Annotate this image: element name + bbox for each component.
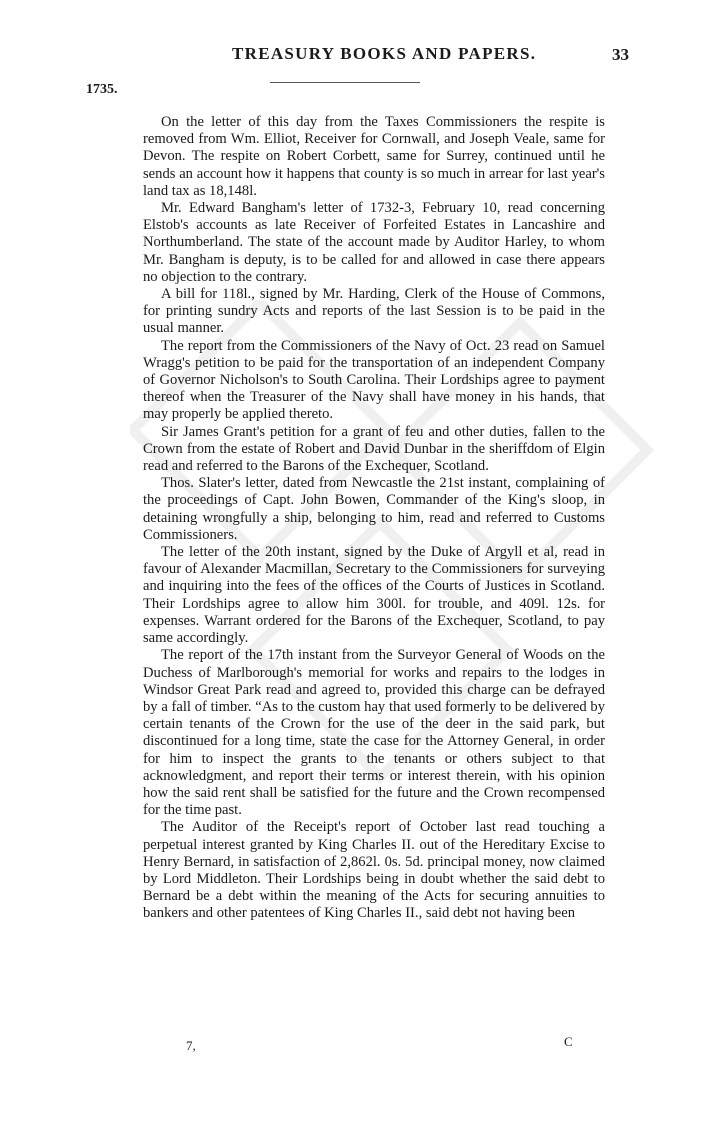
body-text — [143, 114, 605, 923]
page-number: 33 — [612, 45, 629, 64]
running-head: TREASURY BOOKS AND PAPERS. — [232, 44, 537, 63]
paragraph: The letter of the 20th instant, signed by the Duke of Argyll et al, read in favour of Alexander Macmillan, Secretary to the Commissioners for surveying and inquiring into the fees of the offices of the Courts of Justices in Scotland. Their Lordships agree to allow him 300l. for trouble, and 409l. 12s. for expenses. Warrant ordered for the Barons of the Exchequer, Scotland, to pay same accordingly. — [143, 544, 605, 647]
year-label: 1735. — [86, 82, 118, 97]
paragraph: The Auditor of the Receipt's report of October last read touching a perpetual interest granted by King Charles II. out of the Hereditary Excise to Henry Bernard, in satisfaction of 2,862l. 0s. 5d. principal money, now claimed by Lord Middleton. Their Lordships being in doubt whether the said debt to Bernard be a debt within the meaning of the Acts for securing annuities to bankers and other patentees of King Charles II., said debt not having been — [143, 819, 605, 922]
paragraph: A bill for 118l., signed by Mr. Harding, Clerk of the House of Commons, for printing sundry Acts and reports of the last Session is to be paid in the usual manner. — [143, 286, 605, 337]
paragraph: On the letter of this day from the Taxes Commissioners the respite is removed from Wm. Elliot, Receiver for Cornwall, and Joseph Veale, same for Devon. The respite on Robert Corbett, same for Surrey, continued until he sends an account how it happens that county is so much in arrear for last year's land tax as 18,148l. — [143, 114, 605, 199]
paragraph: The report of the 17th instant from the Surveyor General of Woods on the Duchess of Marlborough's memorial for works and repairs to the lodges in Windsor Great Park read and agreed to, provided this charge can be defrayed by a fall of timber. “As to the custom hay that used formerly to be delivered by certain tenants of the Crown for the use of the deer in the said park, but discontinued for a long time, state the case for the Attorney General, in order for him to inspect the grants to the tenants or others subject to that acknowledgment, and report their terms or interest therein, with his opinion how the said rent shall be satisfied for the future and the Crown recompensed for the time past. — [143, 647, 605, 819]
signature-mark-left: 7, — [186, 1038, 196, 1053]
paragraph: Mr. Edward Bangham's letter of 1732-3, February 10, read concerning Elstob's accounts as late Receiver of Forfeited Estates in Lancashire and Northumberland. The state of the account made by Auditor Harley, to whom Mr. Bangham is deputy, is to be called for and allowed in case there appears no objection to the contrary. — [143, 200, 605, 285]
paragraph: The report from the Commissioners of the Navy of Oct. 23 read on Samuel Wragg's petition to be paid for the transportation of an independent Company of Governor Nicholson's to South Carolina. Their Lordships agree to payment thereof when the Treasurer of the Navy shall have money in his hands, that may properly be applied thereto. — [143, 337, 605, 423]
paragraph: Sir James Grant's petition for a grant of feu and other duties, fallen to the Crown from the estate of Robert and David Dunbar in the sheriffdom of Elgin read and referred to the Barons of the Exchequer, Scotland. — [143, 423, 605, 475]
signature-mark-right: C — [564, 1034, 573, 1049]
paragraph: Thos. Slater's letter, dated from Newcastle the 21st instant, complaining of the proceedings of Capt. John Bowen, Commander of the King's sloop, in detaining wrongfully a ship, belonging to him, read and referred to Customs Commissioners. — [143, 475, 605, 543]
header-rule — [270, 82, 420, 83]
